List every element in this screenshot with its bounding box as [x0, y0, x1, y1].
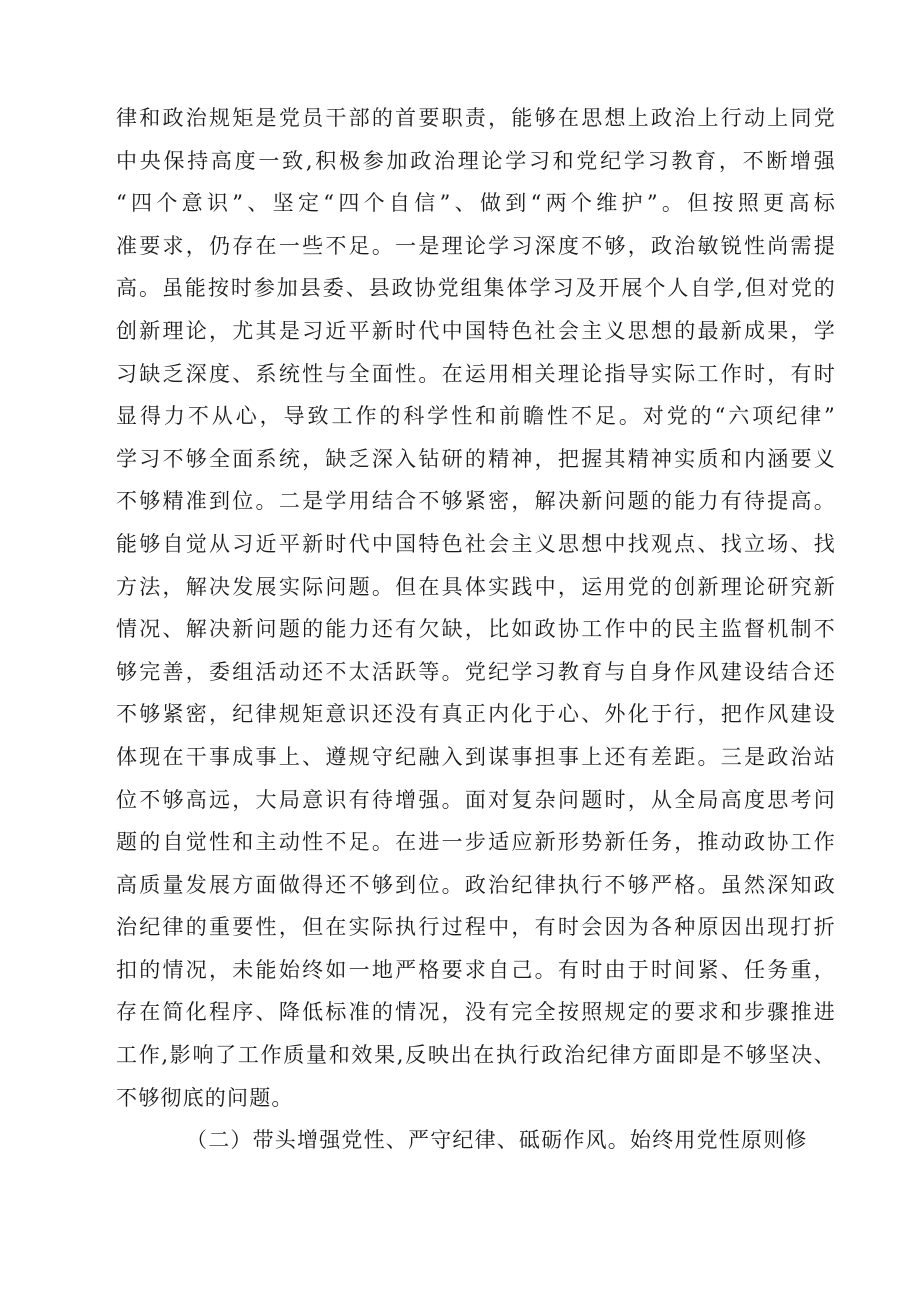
text-line: 体现在干事成事上、遵规守纪融入到谋事担事上还有差距。三是政治站 [116, 744, 836, 769]
text-line: 存在简化程序、降低标准的情况，没有完全按照规定的要求和步骤推进 [116, 1000, 836, 1025]
text-line: 准要求，仍存在一些不足。一是理论学习深度不够，政治敏锐性尚需提 [116, 233, 836, 258]
text-line: 能够自觉从习近平新时代中国特色社会主义思想中找观点、找立场、找 [116, 531, 836, 556]
text-line: 创新理论，尤其是习近平新时代中国特色社会主义思想的最新成果，学 [116, 318, 836, 343]
text-line: 方法，解决发展实际问题。但在具体实践中，运用党的创新理论研究新 [116, 574, 836, 599]
text-line: 扣的情况，未能始终如一地严格要求自己。有时由于时间紧、任务重， [116, 957, 836, 982]
text-line: 律和政治规矩是党员干部的首要职责，能够在思想上政治上行动上同党 [116, 106, 836, 130]
text-line: 不够精准到位。二是学用结合不够紧密，解决新问题的能力有待提高。 [116, 489, 836, 514]
text-line: 位不够高远，大局意识有待增强。面对复杂问题时，从全局高度思考问 [116, 787, 836, 812]
text-line: 治纪律的重要性，但在实际执行过程中，有时会因为各种原因出现打折 [116, 915, 836, 940]
text-line: 够完善，委组活动还不太活跃等。党纪学习教育与自身作风建设结合还 [116, 659, 836, 684]
text-line: 题的自觉性和主动性不足。在进一步适应新形势新任务，推动政协工作 [116, 830, 836, 855]
paragraph-last-line: 不够彻底的问题。 [116, 1085, 294, 1110]
text-line: “四个意识”、坚定“四个自信”、做到“两个维护”。但按照更高标 [116, 191, 836, 216]
text-line: 不够紧密，纪律规矩意识还没有真正内化于心、外化于行，把作风建设 [116, 702, 836, 727]
text-line: 习缺乏深度、系统性与全面性。在运用相关理论指导实际工作时，有时 [116, 361, 836, 386]
text-line: 高。虽能按时参加县委、县政协党组集体学习及开展个人自学,但对党的 [116, 276, 836, 301]
text-line: 工作,影响了工作质量和效果,反映出在执行政治纪律方面即是不够坚决、 [116, 1043, 836, 1068]
text-line: 学习不够全面系统，缺乏深入钻研的精神，把握其精神实质和内涵要义 [116, 446, 836, 471]
text-line: 中央保持高度一致,积极参加政治理论学习和党纪学习教育，不断增强 [116, 148, 836, 173]
text-line: 显得力不从心，导致工作的科学性和前瞻性不足。对党的“六项纪律” [116, 404, 836, 429]
text-line: 情况、解决新问题的能力还有欠缺，比如政协工作中的民主监督机制不 [116, 617, 836, 642]
section-heading-line: （二）带头增强党性、严守纪律、砥砺作风。始终用党性原则修 [186, 1128, 808, 1153]
body-text [116, 97, 836, 1162]
text-line: 高质量发展方面做得还不够到位。政治纪律执行不够严格。虽然深知政 [116, 872, 836, 897]
